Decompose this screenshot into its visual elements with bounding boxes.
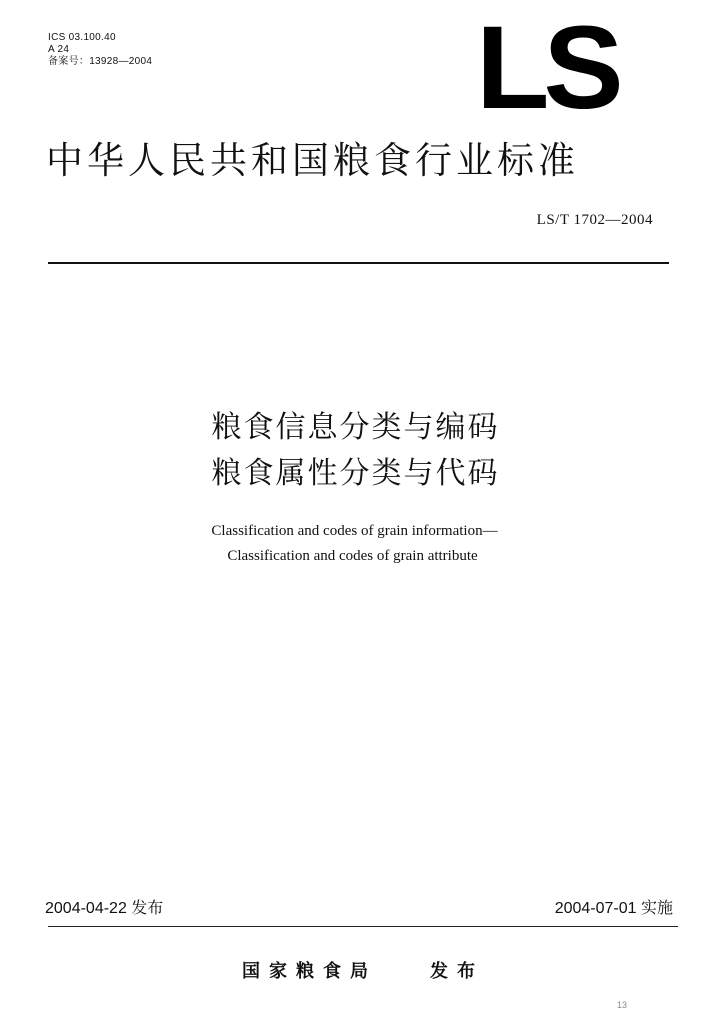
standard-category-title: 中华人民共和国粮食行业标准 <box>46 139 579 182</box>
chinese-title-line-2: 粮食属性分类与代码 <box>211 456 500 491</box>
english-title-line-2: Classification and codes of grain attribute <box>227 548 478 564</box>
date-divider <box>48 926 678 927</box>
issuing-authority: 国家粮食局 <box>242 961 377 982</box>
publish-date: 2004-04-22 发布 <box>45 900 164 917</box>
chinese-title-line-1: 粮食信息分类与编码 <box>211 410 500 445</box>
ics-code: ICS 03.100.40 <box>48 32 116 43</box>
issued-label: 发布 <box>430 961 484 982</box>
page-mark: 13 <box>617 1000 628 1010</box>
ccs-code: A 24 <box>48 44 70 55</box>
ls-logo: LS <box>476 2 618 134</box>
document-metadata <box>48 32 152 68</box>
english-title-line-1: Classification and codes of grain information— <box>211 523 498 539</box>
record-number: 备案号：13928—2004 <box>48 56 153 67</box>
header-divider <box>48 262 669 264</box>
standard-number: LS/T 1702—2004 <box>536 212 653 228</box>
implement-date: 2004-07-01 实施 <box>554 900 673 917</box>
